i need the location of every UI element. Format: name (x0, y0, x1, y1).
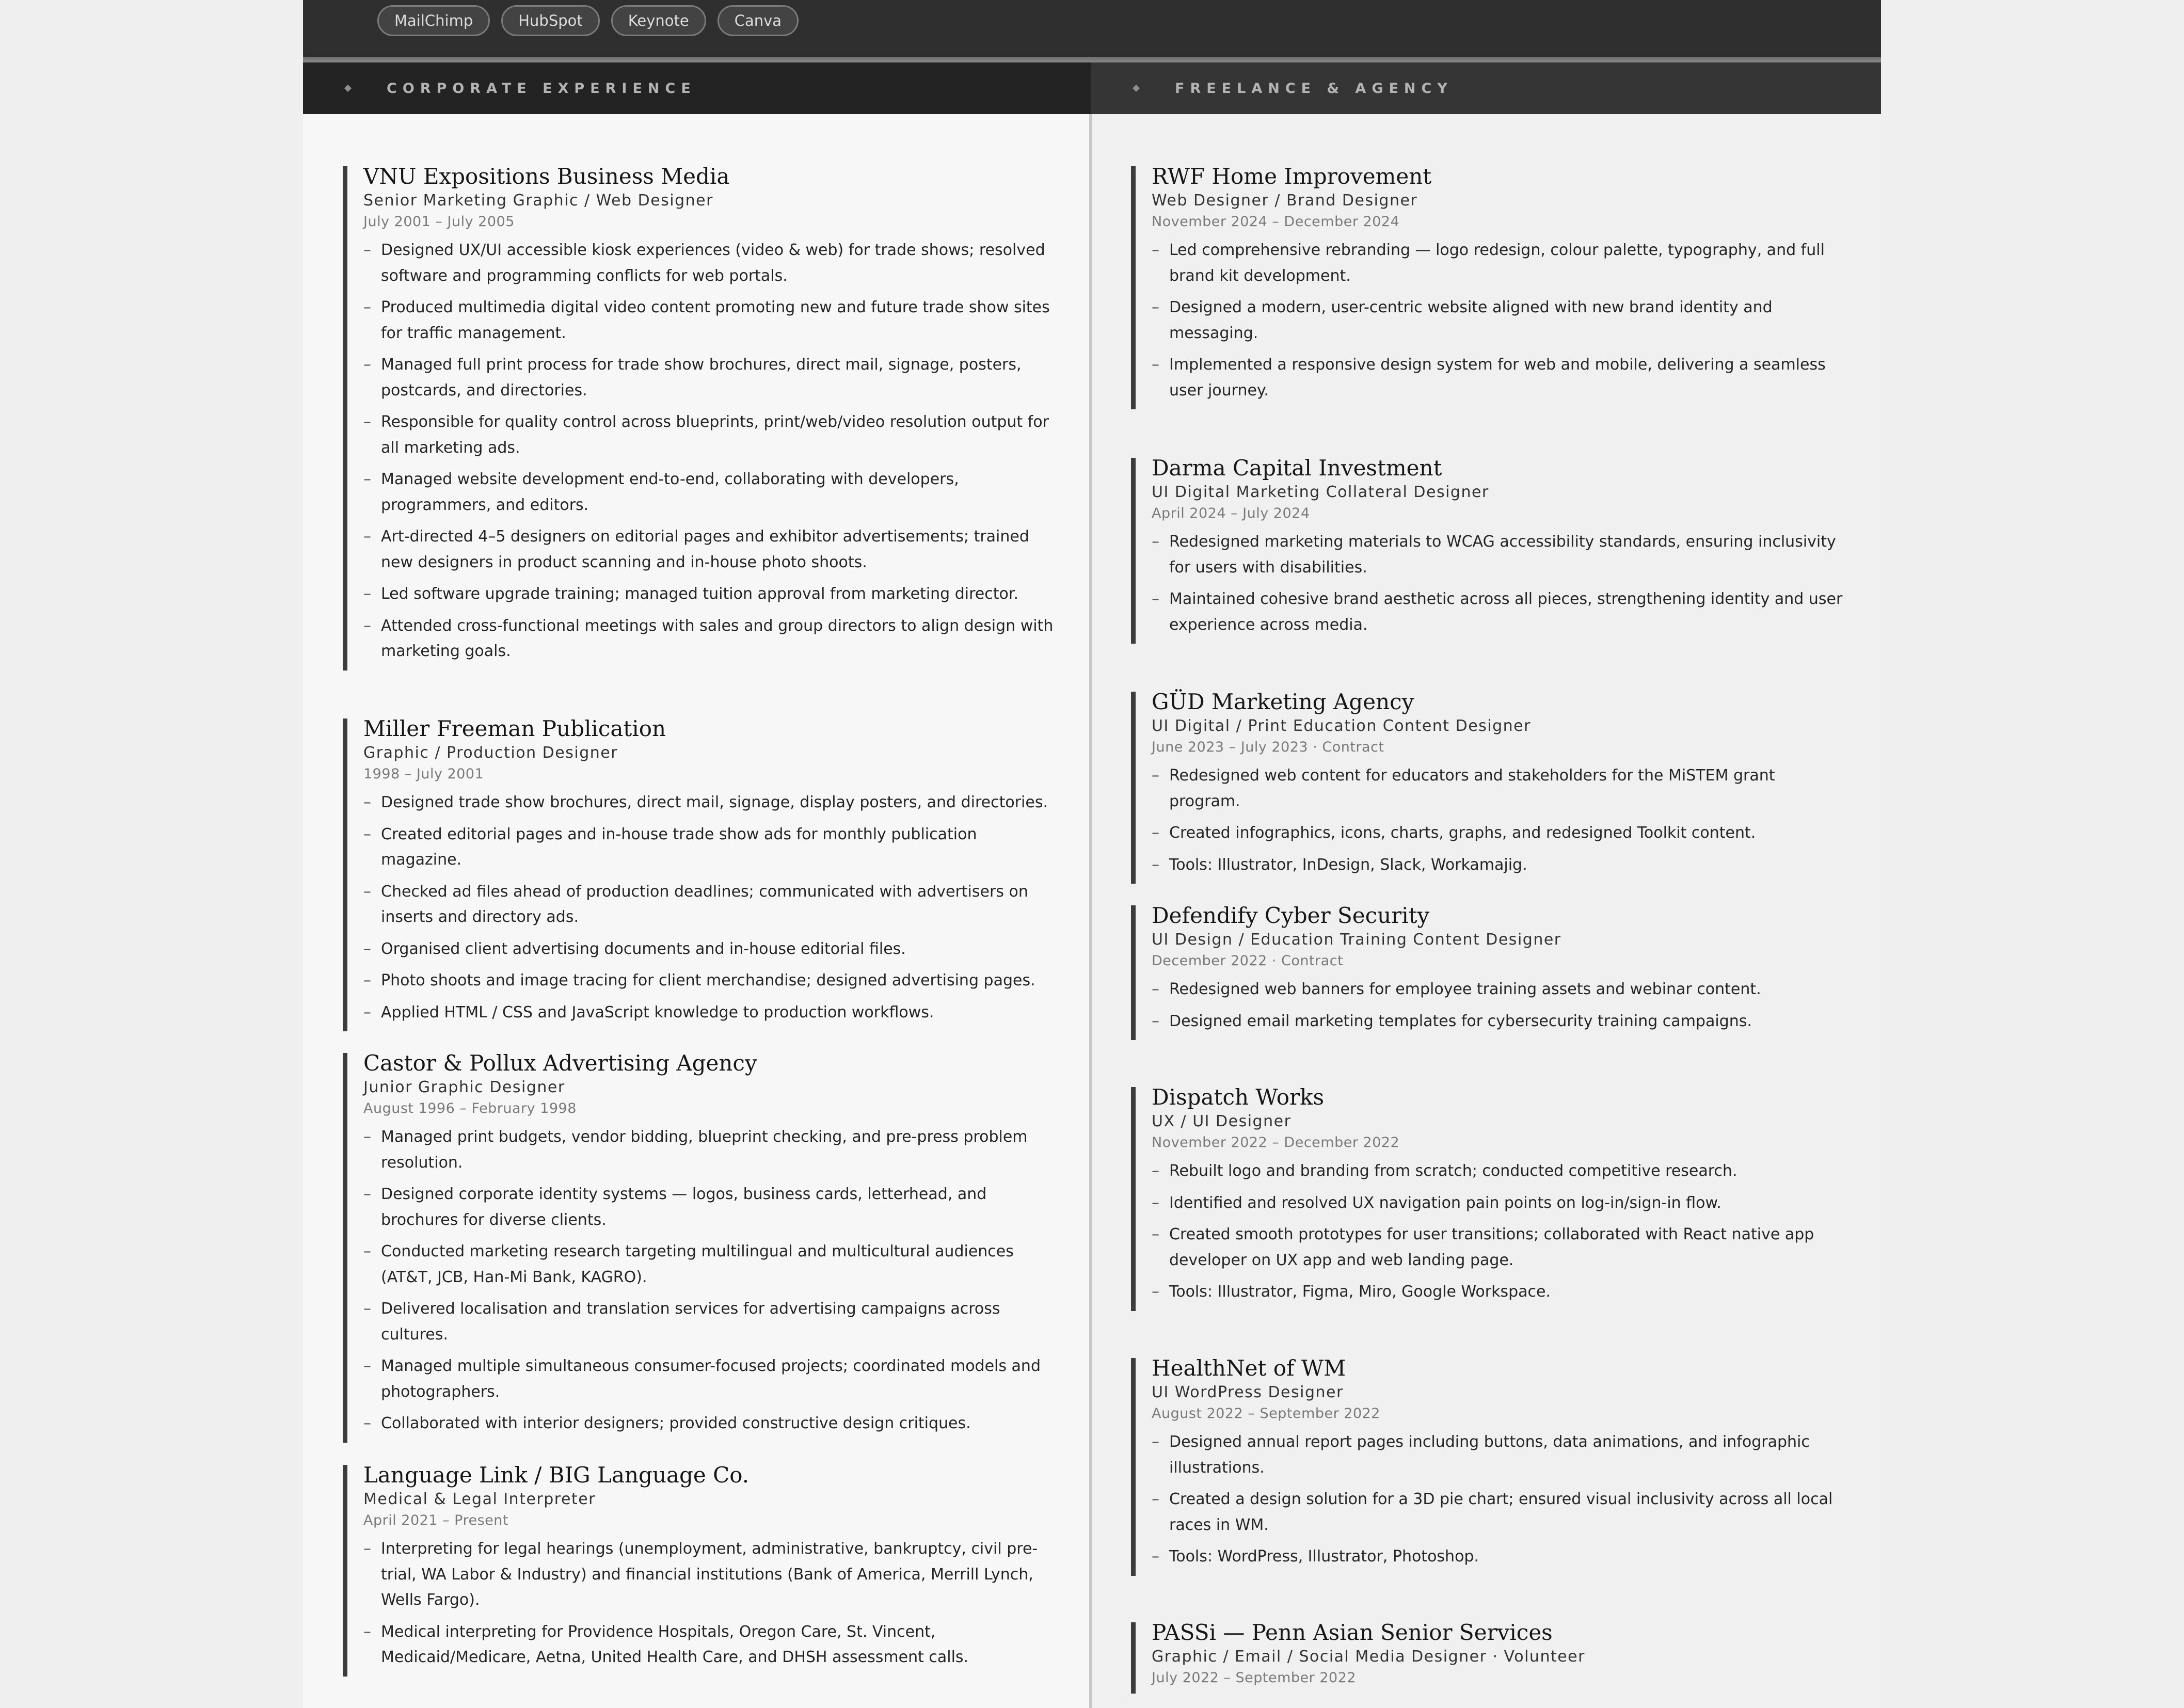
responsibility-item: – Implemented a responsive design system for web and mobile, delivering a seamless user journey. (1152, 352, 1843, 403)
responsibility-list (1152, 977, 1843, 1034)
responsibility-item: – Created a design solution for a 3D pie chart; ensured visual inclusivity across all local races in WM. (1152, 1487, 1843, 1538)
responsibility-item: – Medical interpreting for Providence Hospitals, Oregon Care, St. Vincent, Medicaid/Medicare, Aetna, United Health Care, and DHSH assessment calls. (363, 1619, 1055, 1670)
job-entry (343, 1050, 1055, 1443)
section-title: FREELANCE & AGENCY (1175, 80, 1453, 97)
responsibility-item: – Created smooth prototypes for user transitions; collaborated with React native app developer on UX app and web landing page. (1152, 1222, 1843, 1273)
job-title: UI Digital / Print Education Content Designer (1152, 717, 1531, 735)
company-name: Darma Capital Investment (1152, 455, 1442, 481)
responsibility-item: – Redesigned marketing materials to WCAG accessibility standards, ensuring inclusivity for users with disabilities. (1152, 529, 1843, 580)
job-entry (343, 1462, 1055, 1677)
job-title: Web Designer / Brand Designer (1152, 191, 1418, 210)
job-dates: November 2024 – December 2024 (1152, 214, 1400, 230)
job-dates: April 2024 – July 2024 (1152, 505, 1310, 521)
responsibility-item: – Designed a modern, user-centric website aligned with new brand identity and messaging. (1152, 295, 1843, 346)
responsibility-item: – Designed trade show brochures, direct mail, signage, display posters, and directories. (363, 790, 1055, 816)
job-dates: August 1996 – February 1998 (363, 1100, 577, 1116)
job-entry (1131, 1084, 1843, 1311)
job-title: UI Design / Education Training Content Designer (1152, 931, 1561, 949)
company-name: Miller Freeman Publication (363, 716, 666, 741)
job-dates: April 2021 – Present (363, 1512, 508, 1528)
skills-bar (303, 0, 1881, 57)
responsibility-item: – Interpreting for legal hearings (unemployment, administrative, bankruptcy, civil pre-trial, WA Labor & Industry) and financial institutions (Bank of America, Merrill Lynch, Wells Fargo). (363, 1536, 1055, 1613)
company-name: Castor & Pollux Advertising Agency (363, 1050, 757, 1076)
job-dates: June 2023 – July 2023 · Contract (1152, 739, 1384, 755)
responsibility-list (1152, 763, 1843, 877)
diamond-icon (344, 85, 352, 92)
responsibility-item: – Created infographics, icons, charts, graphs, and redesigned Toolkit content. (1152, 820, 1843, 846)
responsibility-item: – Led software upgrade training; managed tuition approval from marketing director. (363, 581, 1055, 607)
responsibility-list (363, 1124, 1055, 1436)
responsibility-item: – Led comprehensive rebranding — logo redesign, colour palette, typography, and full brand kit development. (1152, 237, 1843, 289)
responsibility-item: – Designed corporate identity systems — logos, business cards, letterhead, and brochures for diverse clients. (363, 1182, 1055, 1233)
job-entry (1131, 1622, 1843, 1694)
job-title: Medical & Legal Interpreter (363, 1490, 596, 1508)
responsibility-list (1152, 1429, 1843, 1570)
job-entry (343, 166, 1055, 671)
responsibility-item: – Redesigned web banners for employee training assets and webinar content. (1152, 977, 1843, 1002)
responsibility-item: – Delivered localisation and translation services for advertising campaigns across cultures. (363, 1296, 1055, 1347)
job-dates: November 2022 – December 2022 (1152, 1135, 1400, 1151)
responsibility-item: – Attended cross-functional meetings with sales and group directors to align design with marketing goals. (363, 613, 1055, 664)
responsibility-item: – Tools: WordPress, Illustrator, Photoshop. (1152, 1544, 1843, 1570)
company-name: RWF Home Improvement (1152, 164, 1432, 189)
job-dates: July 2001 – July 2005 (363, 214, 515, 230)
responsibility-item: – Rebuilt logo and branding from scratch; conducted competitive research. (1152, 1158, 1843, 1184)
tag-mailchimp: MailChimp (377, 5, 490, 36)
responsibility-item: – Responsible for quality control across blueprints, print/web/video resolution output for all marketing ads. (363, 409, 1055, 460)
responsibility-item: – Produced multimedia digital video content promoting new and future trade show sites for traffic management. (363, 295, 1055, 346)
job-title: Graphic / Email / Social Media Designer · Volunteer (1152, 1648, 1585, 1666)
section-header-corporate (303, 62, 1091, 114)
responsibility-list (363, 1536, 1055, 1670)
company-name: Dispatch Works (1152, 1084, 1325, 1110)
responsibility-list (1152, 1158, 1843, 1305)
responsibility-item: – Collaborated with interior designers; provided constructive design critiques. (363, 1411, 1055, 1436)
responsibility-item: – Managed full print process for trade show brochures, direct mail, signage, posters, postcards, and directories. (363, 352, 1055, 403)
job-title: Senior Marketing Graphic / Web Designer (363, 191, 713, 210)
responsibility-item: – Maintained cohesive brand aesthetic across all pieces, strengthening identity and user experience across media. (1152, 586, 1843, 637)
tag-keynote: Keynote (611, 5, 706, 36)
responsibility-item: – Managed multiple simultaneous consumer-focused projects; coordinated models and photographers. (363, 1353, 1055, 1404)
responsibility-item: – Designed email marketing templates for cybersecurity training campaigns. (1152, 1009, 1843, 1034)
job-title: Junior Graphic Designer (363, 1078, 565, 1096)
job-entry (1131, 905, 1843, 1040)
responsibility-item: – Redesigned web content for educators and stakeholders for the MiSTEM grant program. (1152, 763, 1843, 814)
tool-tags (377, 5, 799, 36)
job-dates: 1998 – July 2001 (363, 766, 484, 782)
responsibility-list (1152, 237, 1843, 403)
responsibility-item: – Created editorial pages and in-house trade show ads for monthly publication magazine. (363, 822, 1055, 873)
responsibility-list (363, 237, 1055, 664)
job-title: UX / UI Designer (1152, 1112, 1292, 1130)
section-header-freelance (1091, 62, 1881, 114)
responsibility-item: – Photo shoots and image tracing for client merchandise; designed advertising pages. (363, 968, 1055, 994)
section-title: CORPORATE EXPERIENCE (387, 80, 696, 97)
responsibility-item: – Tools: Illustrator, InDesign, Slack, Workamajig. (1152, 852, 1843, 878)
job-dates: August 2022 – September 2022 (1152, 1406, 1380, 1422)
company-name: Language Link / BIG Language Co. (363, 1462, 750, 1488)
job-entry (1131, 166, 1843, 409)
company-name: Defendify Cyber Security (1152, 903, 1430, 928)
tag-hubspot: HubSpot (501, 5, 600, 36)
job-entry (1131, 689, 1843, 884)
job-dates: July 2022 – September 2022 (1152, 1670, 1357, 1686)
responsibility-item: – Identified and resolved UX navigation pain points on log-in/sign-in flow. (1152, 1190, 1843, 1216)
responsibility-item: – Managed website development end-to-end, collaborating with developers, programmers, and editors. (363, 467, 1055, 518)
responsibility-list (1152, 529, 1843, 637)
responsibility-item: – Art-directed 4–5 designers on editorial pages and exhibitor advertisements; trained new designers in product scanning and in-house photo shoots. (363, 524, 1055, 575)
responsibility-item: – Designed annual report pages including buttons, data animations, and infographic illustrations. (1152, 1429, 1843, 1480)
responsibility-item: – Organised client advertising documents and in-house editorial files. (363, 936, 1055, 962)
job-title: UI WordPress Designer (1152, 1383, 1344, 1401)
job-title: Graphic / Production Designer (363, 744, 618, 762)
job-entry (343, 716, 1055, 1031)
diamond-icon (1133, 85, 1140, 92)
responsibility-item: – Conducted marketing research targeting multilingual and multicultural audiences (AT&T, JCB, Han-Mi Bank, KAGRO). (363, 1239, 1055, 1290)
job-entry (1131, 1355, 1843, 1576)
resume-page (303, 0, 1881, 1708)
responsibility-item: – Designed UX/UI accessible kiosk experiences (video & web) for trade shows; resolved software and programming conflicts for web portals. (363, 237, 1055, 289)
company-name: GÜD Marketing Agency (1152, 689, 1414, 714)
responsibility-item: – Checked ad files ahead of production deadlines; communicated with advertisers on inserts and directory ads. (363, 879, 1055, 930)
job-entry (1131, 455, 1843, 644)
company-name: VNU Expositions Business Media (363, 164, 730, 189)
responsibility-list (363, 790, 1055, 1025)
responsibility-item: – Tools: Illustrator, Figma, Miro, Google Workspace. (1152, 1279, 1843, 1305)
tag-canva: Canva (718, 5, 799, 36)
responsibility-item: – Managed print budgets, vendor bidding, blueprint checking, and pre-press problem resolution. (363, 1124, 1055, 1175)
company-name: HealthNet of WM (1152, 1355, 1346, 1381)
job-dates: December 2022 · Contract (1152, 953, 1344, 969)
company-name: PASSi — Penn Asian Senior Services (1152, 1620, 1553, 1645)
section-divider (303, 57, 1881, 62)
column-separator (1089, 114, 1092, 1708)
job-title: UI Digital Marketing Collateral Designer (1152, 483, 1489, 501)
responsibility-item: – Applied HTML / CSS and JavaScript knowledge to production workflows. (363, 1000, 1055, 1026)
